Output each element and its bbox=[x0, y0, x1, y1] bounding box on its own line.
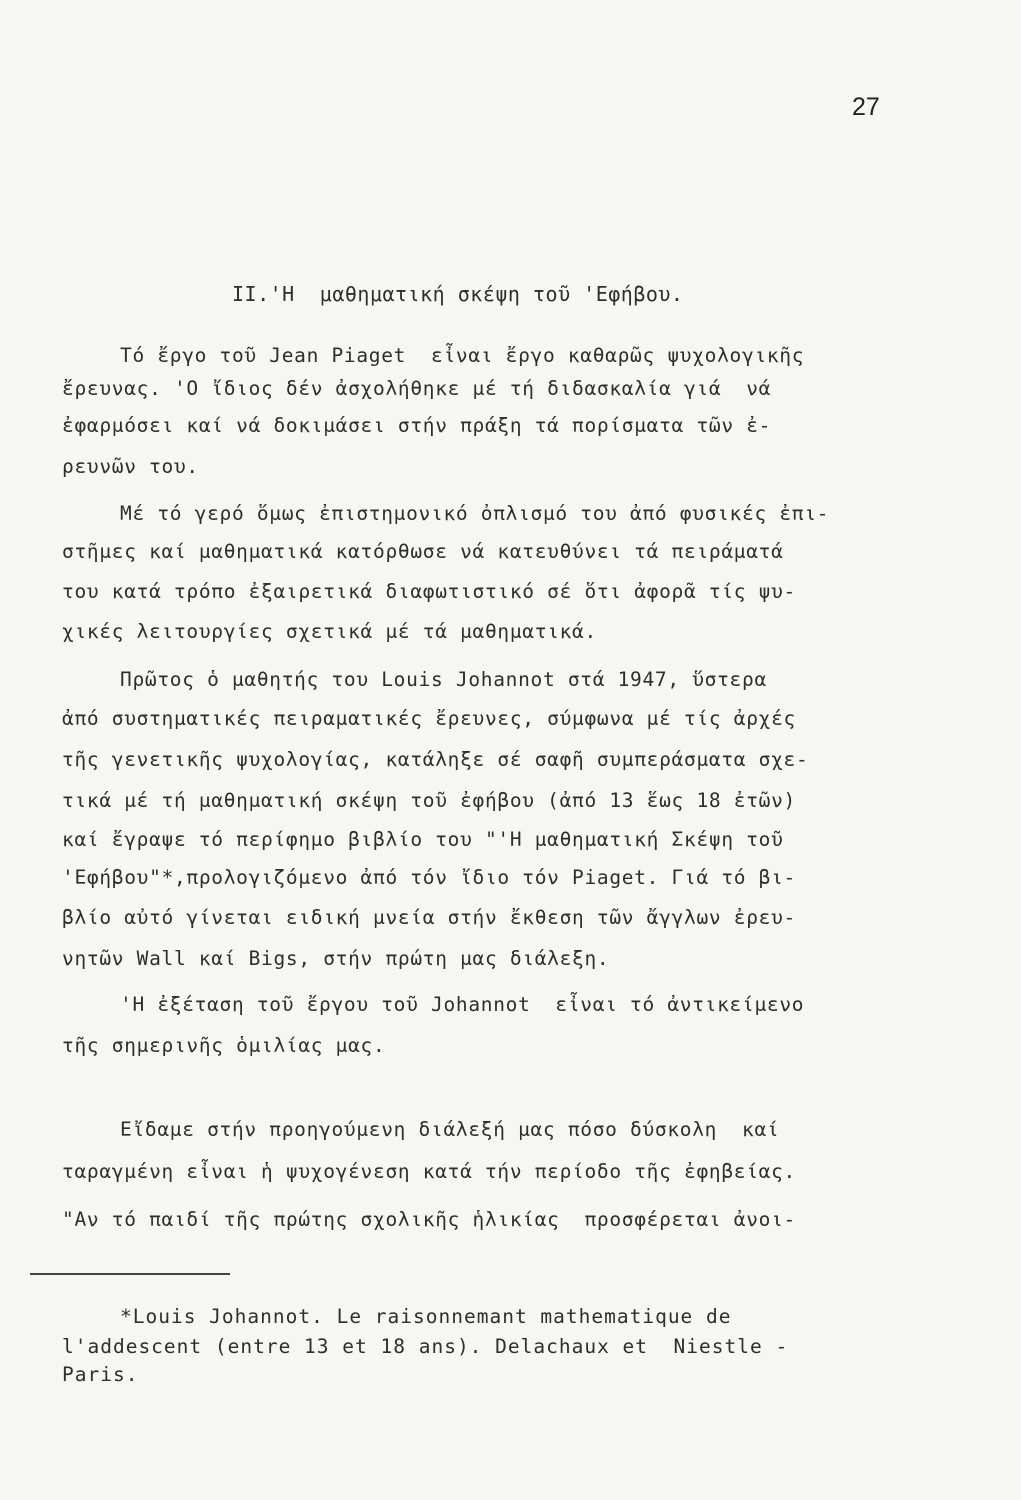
text-line: Τό ἔργο τοῦ Jean Piaget εἶναι ἔργο καθαρῶς ψυχολογικῆς bbox=[120, 344, 805, 367]
text-line: τῆς σημερινῆς ὁμιλίας μας. bbox=[62, 1034, 386, 1057]
text-line: ἔρευνας. 'Ο ἴδιος δέν ἀσχολήθηκε μέ τή διδασκαλία γιά νά bbox=[62, 377, 772, 400]
text-line: "Αν τό παιδί τῆς πρώτης σχολικῆς ἡλικίας προσφέρεται ἀνοι- bbox=[62, 1208, 796, 1231]
footnote-line: *Louis Johannot. Le raisonnemant mathematique de bbox=[120, 1305, 732, 1328]
text-line: ταραγμένη εἶναι ἡ ψυχογένεση κατά τήν περίοδο τῆς ἐφηβείας. bbox=[62, 1160, 796, 1183]
text-line: τῆς γενετικῆς ψυχολογίας, κατάληξε σέ σαφῆ συμπεράσματα σχε- bbox=[62, 748, 809, 771]
text-line: στῆμες καί μαθηματικά κατόρθωσε νά κατευθύνει τά πειράματά bbox=[62, 540, 784, 563]
footnote-line: l'addescent (entre 13 et 18 ans). Delachaux et Niestle - bbox=[62, 1335, 789, 1358]
text-line: τικά μέ τή μαθηματική σκέψη τοῦ ἐφήβου (ἀπό 13 ἕως 18 ἐτῶν) bbox=[62, 789, 796, 812]
text-line: Μέ τό γερό ὅμως ἐπιστημονικό ὀπλισμό του ἀπό φυσικές ἐπι- bbox=[120, 502, 830, 525]
text-line: ἐφαρμόσει καί νά δοκιμάσει στήν πράξη τά πορίσματα τῶν ἐ- bbox=[62, 414, 772, 437]
text-line: ἀπό συστηματικές πειραματικές ἔρευνες, σύμφωνα μέ τίς ἀρχές bbox=[62, 707, 796, 730]
text-line: ρευνῶν του. bbox=[62, 455, 199, 478]
footnote-line: Paris. bbox=[62, 1363, 139, 1386]
text-line: νητῶν Wall καί Bigs, στήν πρώτη μας διάλεξη. bbox=[62, 947, 610, 970]
text-line: Πρῶτος ὁ μαθητής του Louis Johannot στά 1947, ὕστερα bbox=[120, 668, 767, 691]
page-number: 27 bbox=[852, 93, 880, 121]
text-line: χικές λειτουργίες σχετικά μέ τά μαθηματικά. bbox=[62, 620, 597, 643]
text-line: καί ἔγραψε τό περίφημο βιβλίο του "'Η μαθηματική Σκέψη τοῦ bbox=[62, 828, 784, 851]
text-line: 'Εφήβου"*,προλογιζόμενο ἀπό τόν ἴδιο τόν Piaget. Γιά τό βι- bbox=[62, 866, 796, 889]
footnote-rule bbox=[30, 1273, 230, 1275]
text-line: του κατά τρόπο ἐξαιρετικά διαφωτιστικό σέ ὅτι ἀφορᾶ τίς ψυ- bbox=[62, 580, 796, 603]
text-line: βλίο αὐτό γίνεται ειδική μνεία στήν ἔκθεση τῶν ἄγγλων ἐρευ- bbox=[62, 906, 796, 929]
text-line: Εἴδαμε στήν προηγούμενη διάλεξή μας πόσο δύσκολη καί bbox=[120, 1118, 780, 1141]
text-line: 'Η ἐξέταση τοῦ ἔργου τοῦ Johannot εἶναι τό ἀντικείμενο bbox=[120, 993, 805, 1016]
section-heading: II.'Η μαθηματική σκέψη τοῦ 'Εφήβου. bbox=[232, 282, 684, 306]
